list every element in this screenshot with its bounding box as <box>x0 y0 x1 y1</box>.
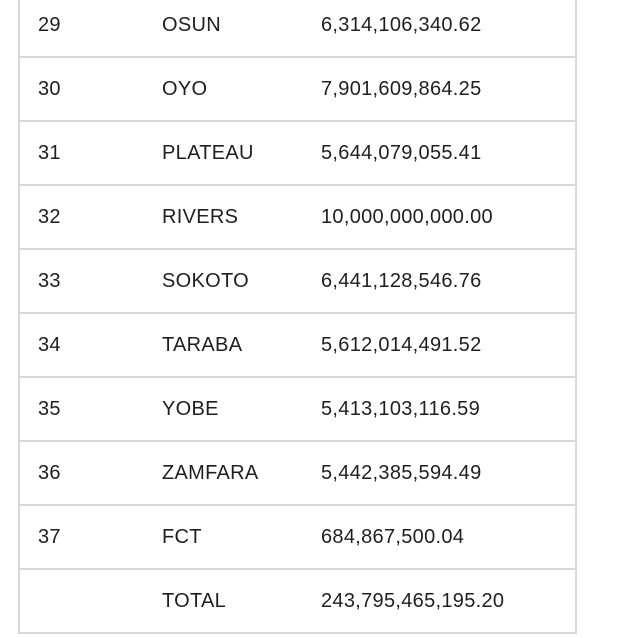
table-row <box>20 506 575 570</box>
row-number: 30 <box>38 78 61 100</box>
state-name: RIVERS <box>162 206 239 228</box>
state-name: ZAMFARA <box>162 462 259 484</box>
table-row <box>20 122 575 186</box>
row-number: 34 <box>38 334 61 356</box>
total-row <box>20 570 575 634</box>
state-name: FCT <box>162 526 202 548</box>
state-name: YOBE <box>162 398 219 420</box>
table-row <box>20 186 575 250</box>
amount-value: 5,442,385,594.49 <box>321 462 482 484</box>
row-number: 31 <box>38 142 61 164</box>
row-number: 37 <box>38 526 61 548</box>
amount-value: 7,901,609,864.25 <box>321 78 482 100</box>
table-row <box>20 58 575 122</box>
total-label: TOTAL <box>162 590 227 612</box>
amount-value: 5,413,103,116.59 <box>321 398 481 420</box>
allocation-table <box>18 0 577 634</box>
row-number: 32 <box>38 206 61 228</box>
amount-value: 6,441,128,546.76 <box>321 270 482 292</box>
amount-value: 684,867,500.04 <box>321 526 465 548</box>
row-number: 35 <box>38 398 61 420</box>
state-name: OSUN <box>162 14 221 36</box>
table-row <box>20 314 575 378</box>
amount-value: 6,314,106,340.62 <box>321 14 482 36</box>
state-name: OYO <box>162 78 208 100</box>
row-number: 33 <box>38 270 61 292</box>
amount-value: 5,644,079,055.41 <box>321 142 482 164</box>
table-row <box>20 0 575 58</box>
row-number: 29 <box>38 14 61 36</box>
state-name: SOKOTO <box>162 270 250 292</box>
state-name: PLATEAU <box>162 142 254 164</box>
state-name: TARABA <box>162 334 243 356</box>
table-row <box>20 250 575 314</box>
row-number: 36 <box>38 462 61 484</box>
total-amount: 243,795,465,195.20 <box>321 590 505 612</box>
table-row <box>20 378 575 442</box>
amount-value: 5,612,014,491.52 <box>321 334 482 356</box>
table-row <box>20 442 575 506</box>
amount-value: 10,000,000,000.00 <box>321 206 493 228</box>
